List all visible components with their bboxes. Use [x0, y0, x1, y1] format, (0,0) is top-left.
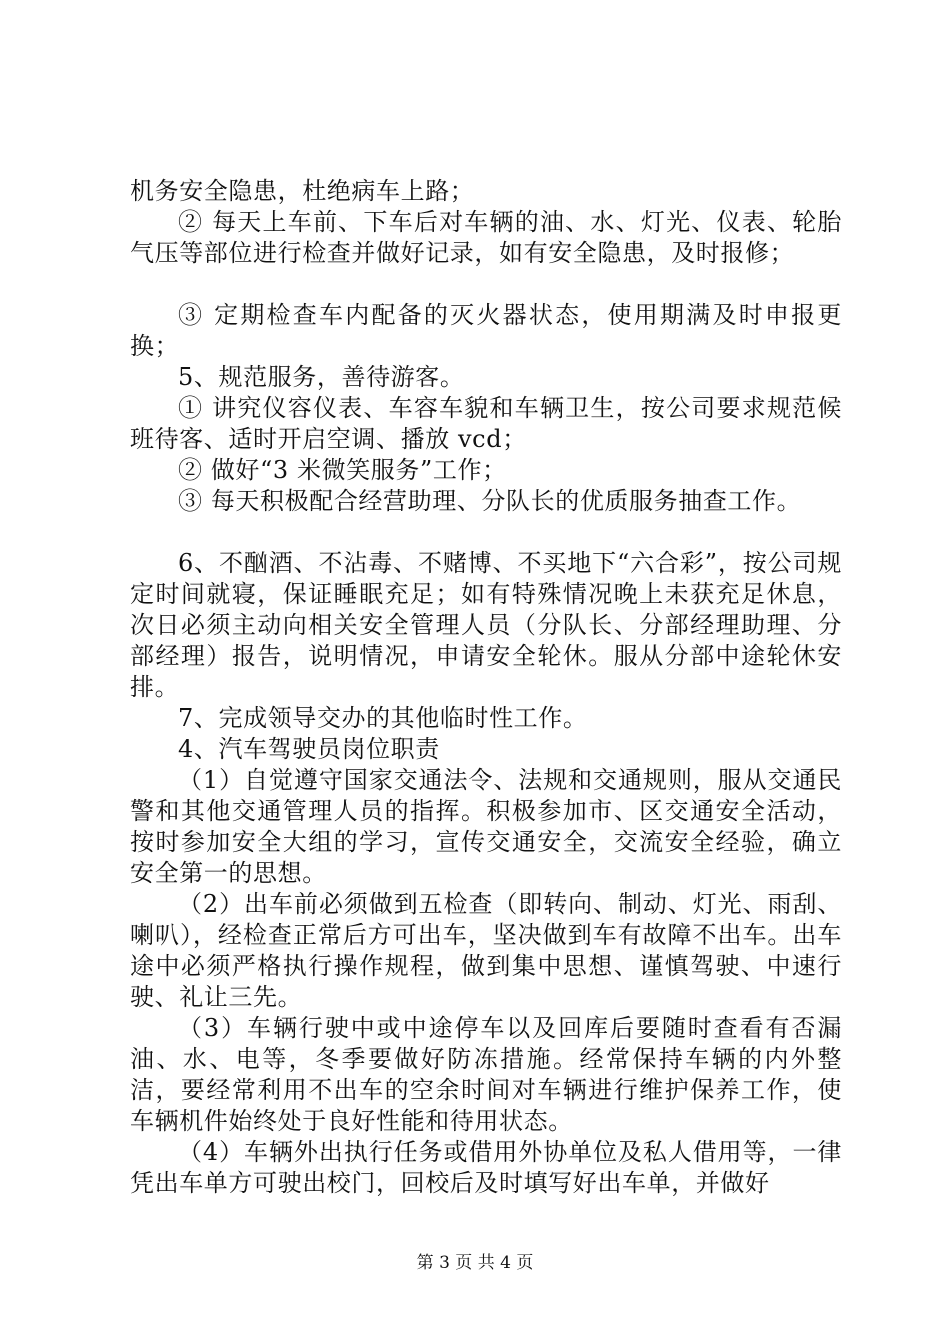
paragraph-continuation: 机务安全隐患，杜绝病车上路；	[130, 177, 475, 205]
paragraph-appearance: ① 讲究仪容仪表、车容车貌和车辆卫生，按公司要求规范候班待客、适时开启空调、播放 vcd；	[130, 394, 842, 453]
paragraph-extinguisher: ③ 定期检查车内配备的灭火器状态，使用期满及时申报更换；	[130, 301, 842, 360]
paragraph-duty-3: （3）车辆行驶中或中途停车以及回库后要随时查看有否漏油、水、电等，冬季要做好防冻措施。经常保持车辆的内外整洁，要经常利用不出车的空余时间对车辆进行维护保养工作，使车辆机件始终处于良好性能和待用状态。	[130, 1014, 842, 1135]
section-heading-driver-duties: 4、汽车驾驶员岗位职责	[178, 735, 440, 763]
document-body	[130, 176, 842, 1199]
paragraph-duty-4: （4）车辆外出执行任务或借用外协单位及私人借用等，一律凭出车单方可驶出校门，回校后及时填写好出车单，并做好	[130, 1138, 842, 1197]
paragraph-duty-2: （2）出车前必须做到五检查（即转向、制动、灯光、雨刮、喇叭），经检查正常后方可出车，坚决做到车有故障不出车。出车途中必须严格执行操作规程，做到集中思想、谨慎驾驶、中速行驶、礼让三先。	[130, 890, 842, 1011]
paragraph-daily-check: ② 每天上车前、下车后对车辆的油、水、灯光、仪表、轮胎气压等部位进行检查并做好记录，如有安全隐患，及时报修；	[130, 208, 842, 267]
paragraph-other-tasks: 7、完成领导交办的其他临时性工作。	[178, 704, 588, 732]
paragraph-quality-check: ③ 每天积极配合经营助理、分队长的优质服务抽查工作。	[178, 487, 802, 515]
page-number-footer: 第 3 页 共 4 页	[416, 1253, 534, 1273]
paragraph-smile-service: ② 做好“3 米微笑服务”工作；	[178, 456, 507, 484]
paragraph-service-heading: 5、规范服务，善待游客。	[178, 363, 465, 391]
paragraph-duty-1: （1）自觉遵守国家交通法令、法规和交通规则，服从交通民警和其他交通管理人员的指挥。积极参加市、区交通安全活动，按时参加安全大组的学习，宣传交通安全，交流安全经验，确立安全第一的思想。	[130, 766, 842, 887]
paragraph-rest-rules: 6、不酗酒、不沾毒、不赌博、不买地下“六合彩”，按公司规定时间就寝，保证睡眠充足；如有特殊情况晚上未获充足休息，次日必须主动向相关安全管理人员（分队长、分部经理助理、分部经理）报告，说明情况，申请安全轮休。服从分部中途轮休安排。	[130, 549, 842, 701]
